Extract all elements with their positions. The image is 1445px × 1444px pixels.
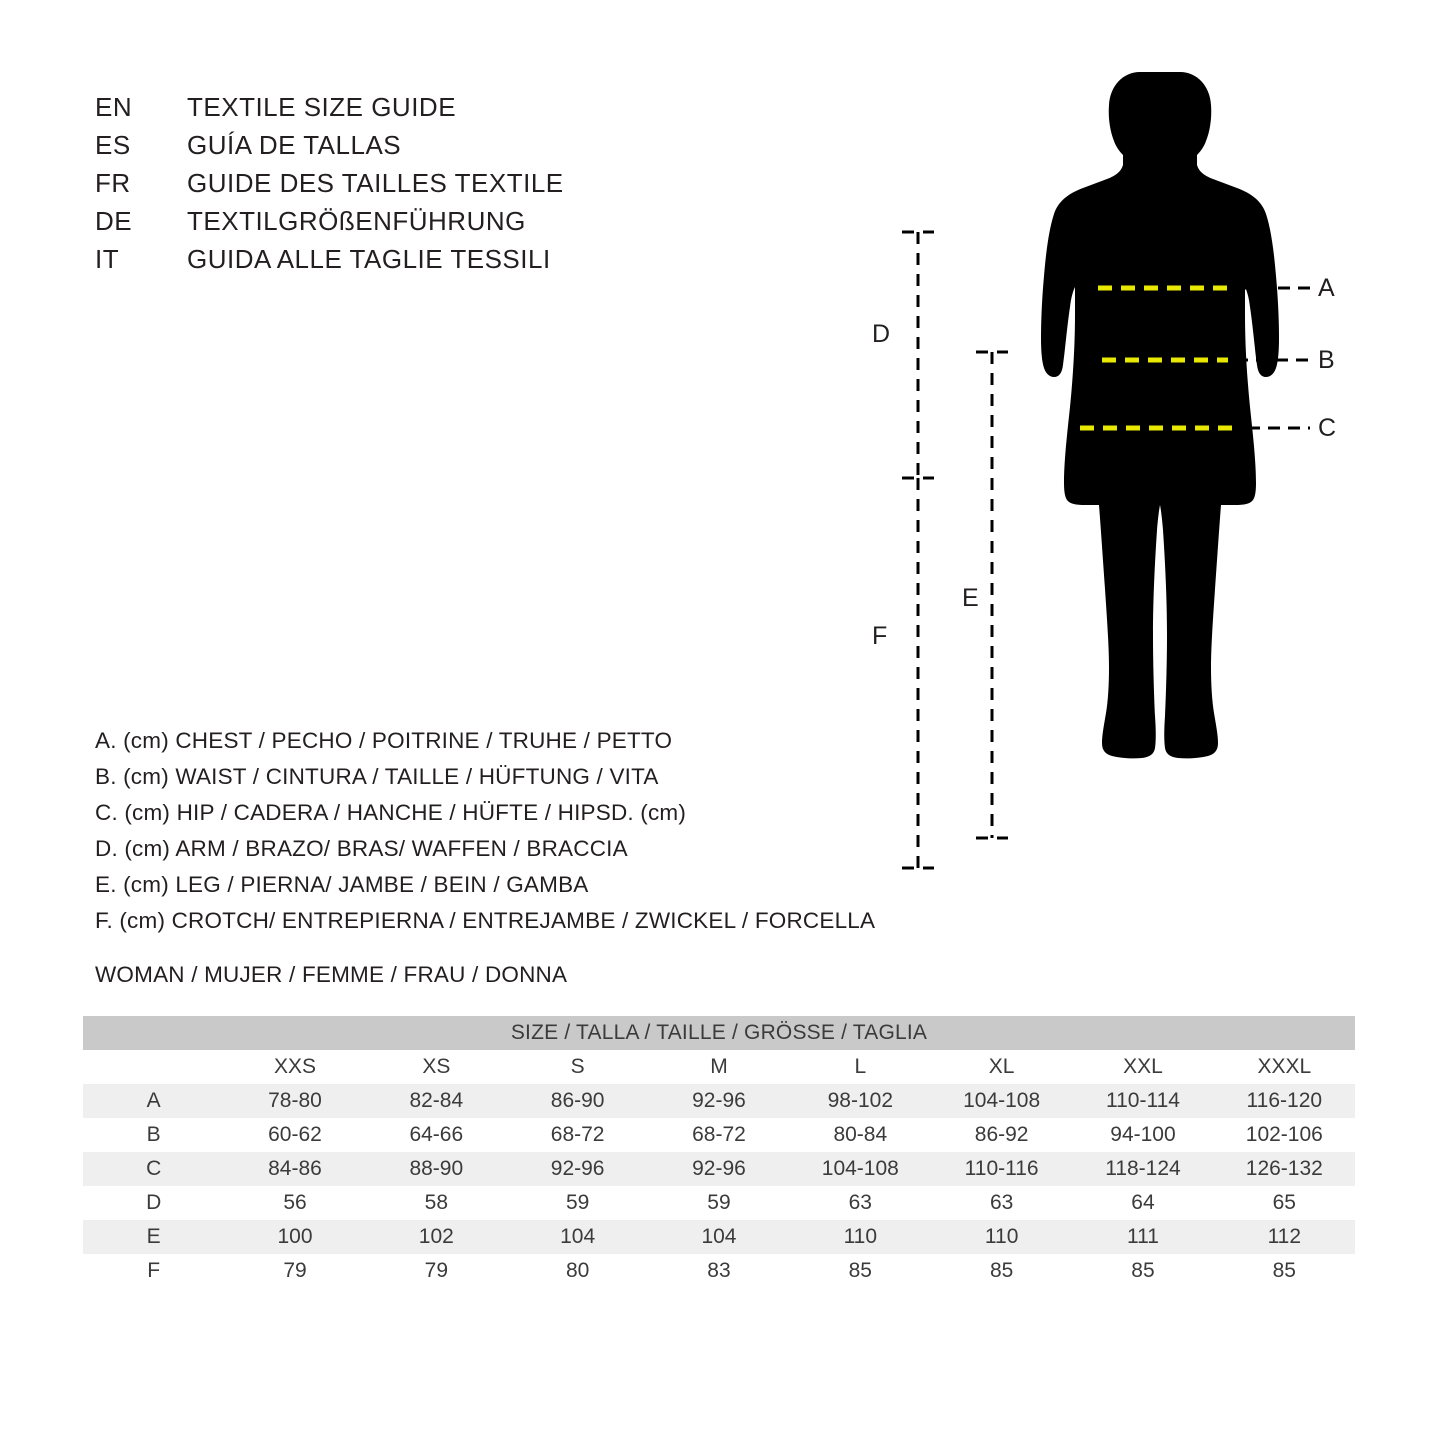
cell-e-xxxl: 112 [1214,1220,1355,1254]
label-f: F [872,622,888,650]
cell-d-xxxl: 65 [1214,1186,1355,1220]
row-label-d: D [83,1186,224,1220]
cell-e-s: 104 [507,1220,648,1254]
table-header-band [83,1016,1355,1050]
cell-a-xxxl: 116-120 [1214,1084,1355,1118]
table-size-row [83,1050,1355,1084]
language-row [95,244,735,282]
cell-c-l: 104-108 [790,1152,931,1186]
cell-c-xxxl: 126-132 [1214,1152,1355,1186]
cell-f-xxxl: 85 [1214,1254,1355,1288]
table-row [83,1220,1355,1254]
language-code: FR [95,168,131,198]
language-title: TEXTILGRÖßENFÜHRUNG [187,206,526,236]
cell-e-xxl: 111 [1072,1220,1213,1254]
language-title: GUÍA DE TALLAS [187,130,402,160]
cell-d-m: 59 [648,1186,789,1220]
row-label-a: A [83,1084,224,1118]
language-row [95,130,735,168]
size-header-l: L [790,1050,931,1084]
cell-b-s: 68-72 [507,1118,648,1152]
size-header-xs: XS [366,1050,507,1084]
cell-e-m: 104 [648,1220,789,1254]
cell-a-m: 92-96 [648,1084,789,1118]
cell-d-xxl: 64 [1072,1186,1213,1220]
legend-item-e: E. (cm) LEG / PIERNA/ JAMBE / BEIN / GAMBA [95,872,589,897]
label-c: C [1318,414,1337,442]
label-d: D [872,320,891,348]
table-row [83,1152,1355,1186]
language-code: IT [95,244,120,274]
gender-heading: WOMAN / MUJER / FEMME / FRAU / DONNA [95,962,568,987]
language-code: ES [95,130,131,160]
cell-f-xs: 79 [366,1254,507,1288]
cell-d-l: 63 [790,1186,931,1220]
cell-d-xl: 63 [931,1186,1072,1220]
cell-f-l: 85 [790,1254,931,1288]
label-b: B [1318,346,1335,374]
table-title: SIZE / TALLA / TAILLE / GRÖSSE / TAGLIA [510,1021,928,1044]
cell-c-s: 92-96 [507,1152,648,1186]
size-header-s: S [507,1050,648,1084]
cell-f-xxs: 79 [224,1254,365,1288]
cell-b-xxl: 94-100 [1072,1118,1213,1152]
row-label-c: C [83,1152,224,1186]
legend-item-c: C. (cm) HIP / CADERA / HANCHE / HÜFTE / HIPSD. (cm) [95,800,687,825]
legend-item-f: F. (cm) CROTCH/ ENTREPIERNA / ENTREJAMBE / ZWICKEL / FORCELLA [95,908,876,933]
language-row [95,168,735,206]
legend-item-a: A. (cm) CHEST / PECHO / POITRINE / TRUHE / PETTO [95,728,673,753]
cell-d-s: 59 [507,1186,648,1220]
cell-b-xxs: 60-62 [224,1118,365,1152]
language-code: DE [95,206,133,236]
row-label-f: F [83,1254,224,1288]
size-header-xxxl: XXXL [1214,1050,1355,1084]
cell-c-xl: 110-116 [931,1152,1072,1186]
diagram-svg [840,60,1400,910]
language-row [95,206,735,244]
measurement-legend [95,723,895,939]
row-label-b: B [83,1118,224,1152]
cell-e-l: 110 [790,1220,931,1254]
legend-item-d: D. (cm) ARM / BRAZO/ BRAS/ WAFFEN / BRACCIA [95,836,628,861]
table-row [83,1084,1355,1118]
cell-b-l: 80-84 [790,1118,931,1152]
body-measurement-diagram [840,60,1400,910]
cell-a-xl: 104-108 [931,1084,1072,1118]
size-table [83,1016,1355,1288]
cell-a-xs: 82-84 [366,1084,507,1118]
label-a: A [1318,274,1335,302]
cell-c-xxl: 118-124 [1072,1152,1213,1186]
cell-e-xs: 102 [366,1220,507,1254]
table-row [83,1254,1355,1288]
size-header-xl: XL [931,1050,1072,1084]
table-row [83,1118,1355,1152]
row-label-e: E [83,1220,224,1254]
cell-e-xl: 110 [931,1220,1072,1254]
cell-a-xxs: 78-80 [224,1084,365,1118]
cell-f-m: 83 [648,1254,789,1288]
cell-b-m: 68-72 [648,1118,789,1152]
cell-b-xl: 86-92 [931,1118,1072,1152]
language-row [95,92,735,130]
language-title: GUIDA ALLE TAGLIE TESSILI [187,244,551,274]
size-header-xxs: XXS [224,1050,365,1084]
cell-c-m: 92-96 [648,1152,789,1186]
label-e: E [962,584,979,612]
language-title-block [95,92,735,282]
legend-item-b: B. (cm) WAIST / CINTURA / TAILLE / HÜFTUNG / VITA [95,764,659,789]
cell-a-xxl: 110-114 [1072,1084,1213,1118]
woman-silhouette-icon [1041,72,1279,758]
cell-f-s: 80 [507,1254,648,1288]
cell-d-xxs: 56 [224,1186,365,1220]
corner-cell [83,1050,224,1084]
cell-f-xl: 85 [931,1254,1072,1288]
size-table-wrapper [83,1016,1355,1288]
language-title: GUIDE DES TAILLES TEXTILE [187,168,564,198]
cell-b-xs: 64-66 [366,1118,507,1152]
language-code: EN [95,92,133,122]
language-title: TEXTILE SIZE GUIDE [187,92,457,122]
cell-f-xxl: 85 [1072,1254,1213,1288]
cell-c-xs: 88-90 [366,1152,507,1186]
size-header-m: M [648,1050,789,1084]
size-header-xxl: XXL [1072,1050,1213,1084]
cell-a-l: 98-102 [790,1084,931,1118]
cell-b-xxxl: 102-106 [1214,1118,1355,1152]
cell-a-s: 86-90 [507,1084,648,1118]
cell-c-xxs: 84-86 [224,1152,365,1186]
cell-e-xxs: 100 [224,1220,365,1254]
table-row [83,1186,1355,1220]
cell-d-xs: 58 [366,1186,507,1220]
